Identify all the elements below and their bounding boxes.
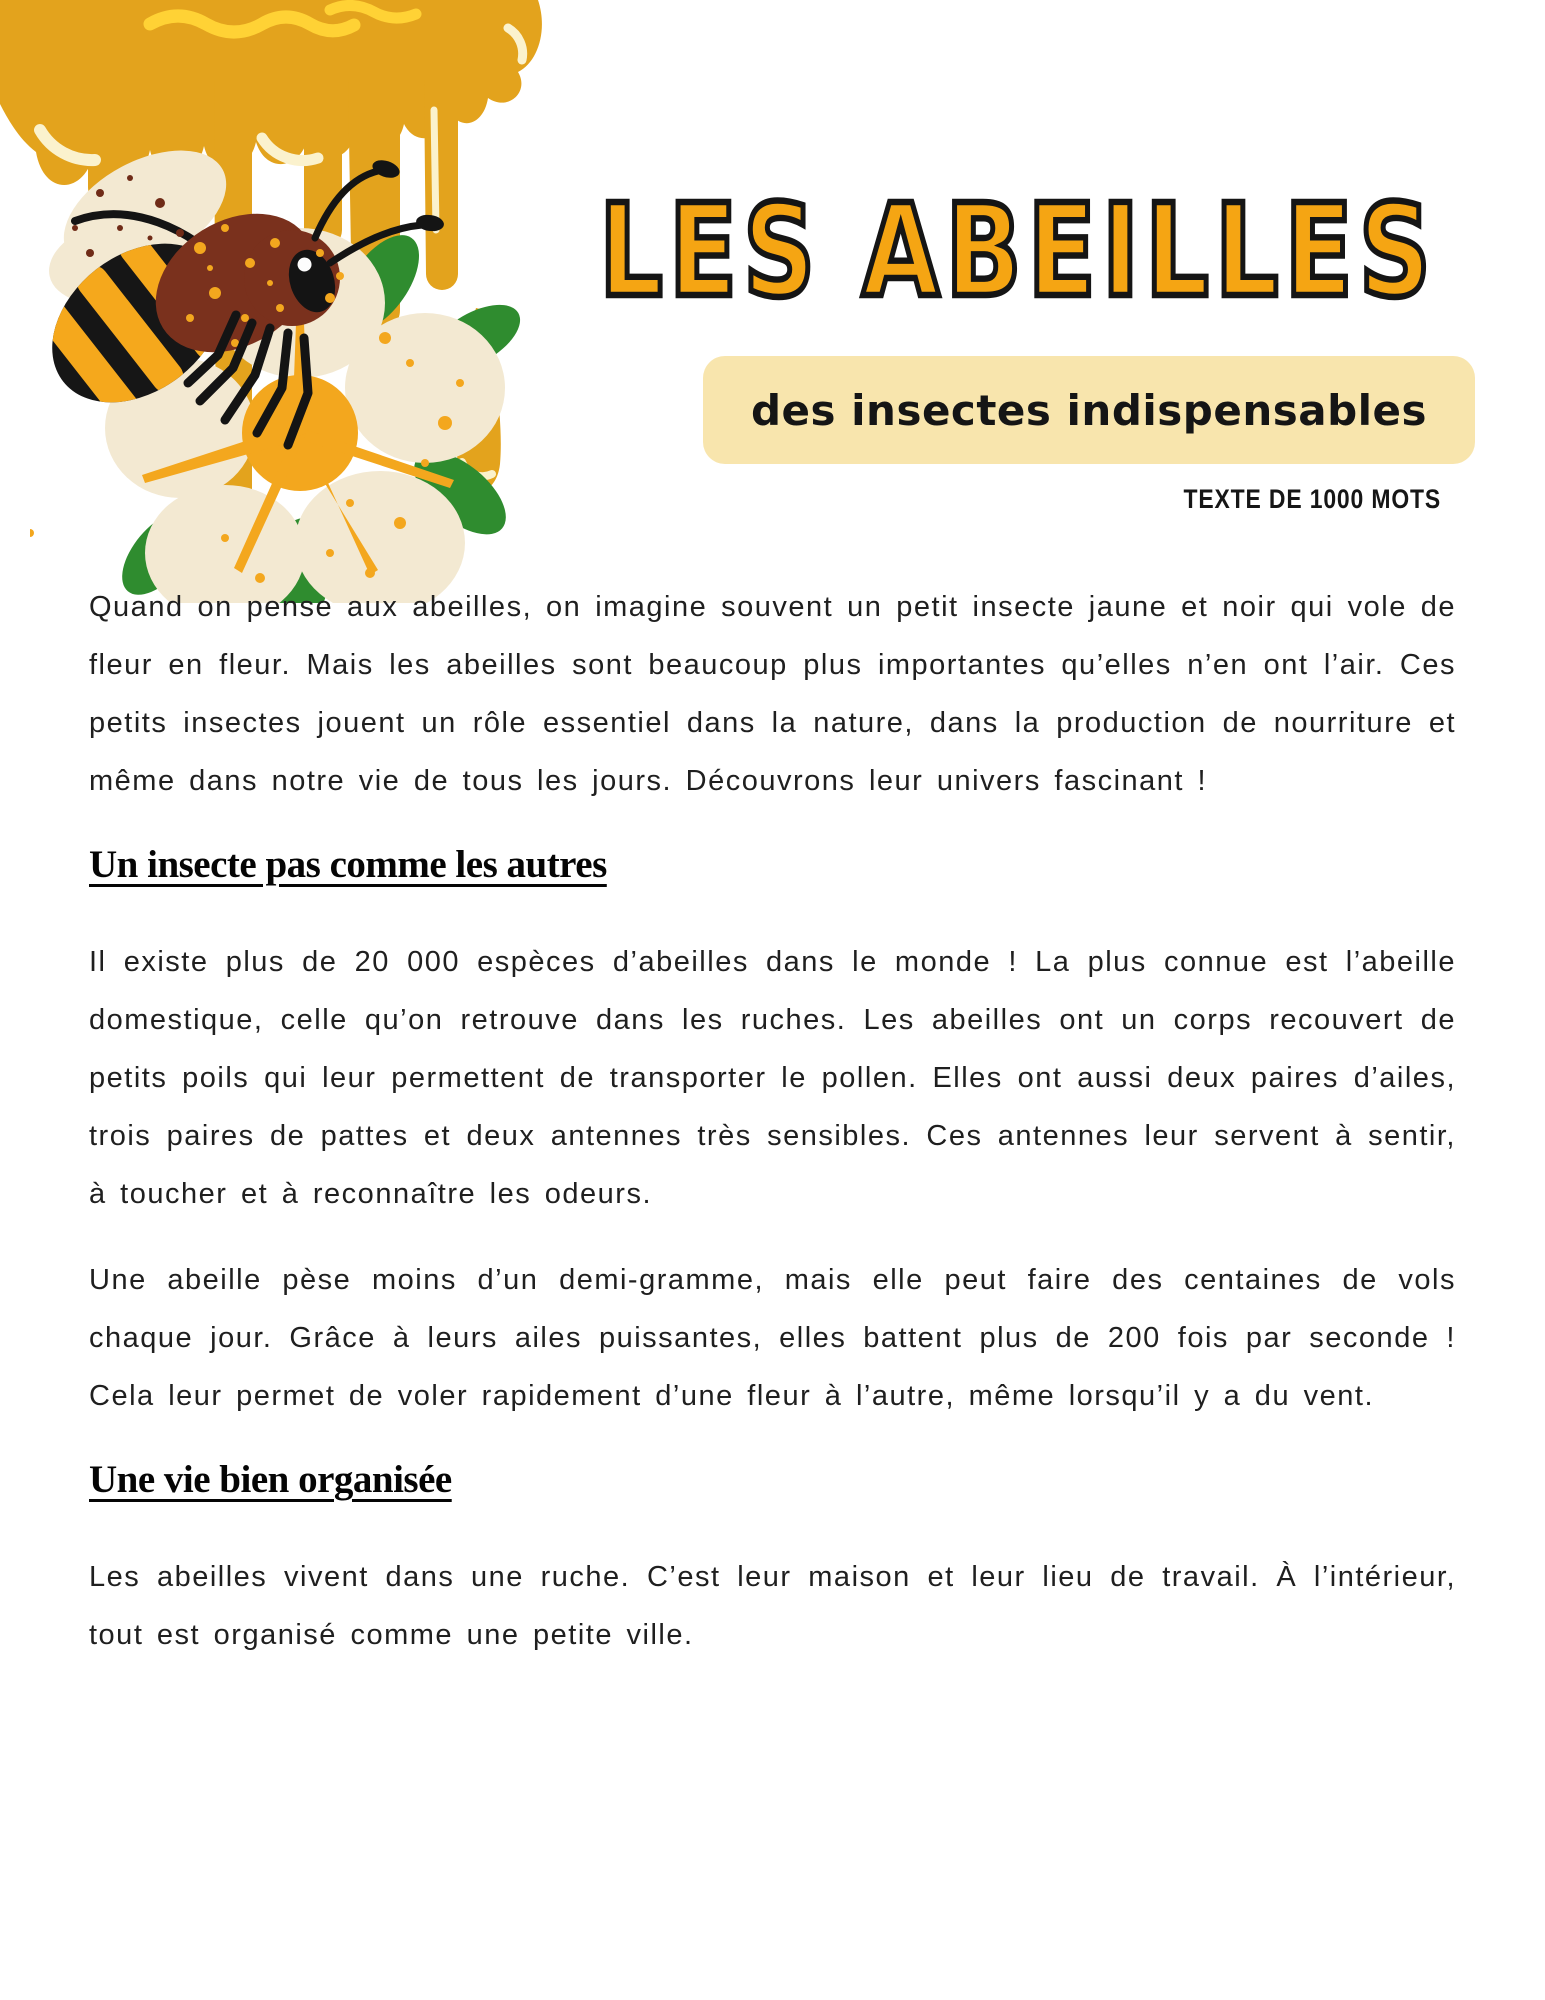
- body-paragraph: Il existe plus de 20 000 espèces d’abeilles dans le monde ! La plus connue est l’abeille domestique, celle qu’on retrouve dans les ruches. Les abeilles ont un corps recouvert de petits poils qui leur permettent de transporter le pollen. Elles ont aussi deux paires d’ailes, trois paires de pattes et deux antennes très sensibles. Ces antennes leur servent à sentir, à toucher et à reconnaître les odeurs.: [89, 946, 1456, 1210]
- article-body: [89, 578, 1456, 1664]
- section-heading: Une vie bien organisée: [89, 1458, 452, 1501]
- word-count-tagline: TEXTE DE 1000 MOTS: [1183, 484, 1441, 514]
- section-un-insecte: [89, 838, 1456, 1425]
- subtitle-banner: [703, 356, 1475, 464]
- section-heading: Un insecte pas comme les autres: [89, 843, 607, 886]
- bee-on-flower-illustration: [30, 133, 560, 603]
- section-vie-organisee: [89, 1453, 1456, 1664]
- intro-paragraph: Quand on pense aux abeilles, on imagine souvent un petit insecte jaune et noir qui vole de fleur en fleur. Mais les abeilles sont beaucoup plus importantes qu’elles n’en ont l’air. Ces petits insectes jouent un rôle essentiel dans la nature, dans la production de nourriture et même dans notre vie de tous les jours. Découvrons leur univers fascinant !: [89, 591, 1456, 797]
- page-title: LES ABEILLES: [599, 176, 1437, 326]
- body-paragraph: Les abeilles vivent dans une ruche. C’est leur maison et leur lieu de travail. À l’intérieur, tout est organisé comme une petite ville.: [89, 1561, 1456, 1651]
- subtitle-text: des insectes indispensables: [750, 385, 1428, 435]
- body-paragraph: Une abeille pèse moins d’un demi-gramme, mais elle peut faire des centaines de vols chaque jour. Grâce à leurs ailes puissantes, elles battent plus de 200 fois par seconde ! Cela leur permet de voler rapidement d’une fleur à l’autre, même lorsqu’il y a du vent.: [89, 1264, 1456, 1412]
